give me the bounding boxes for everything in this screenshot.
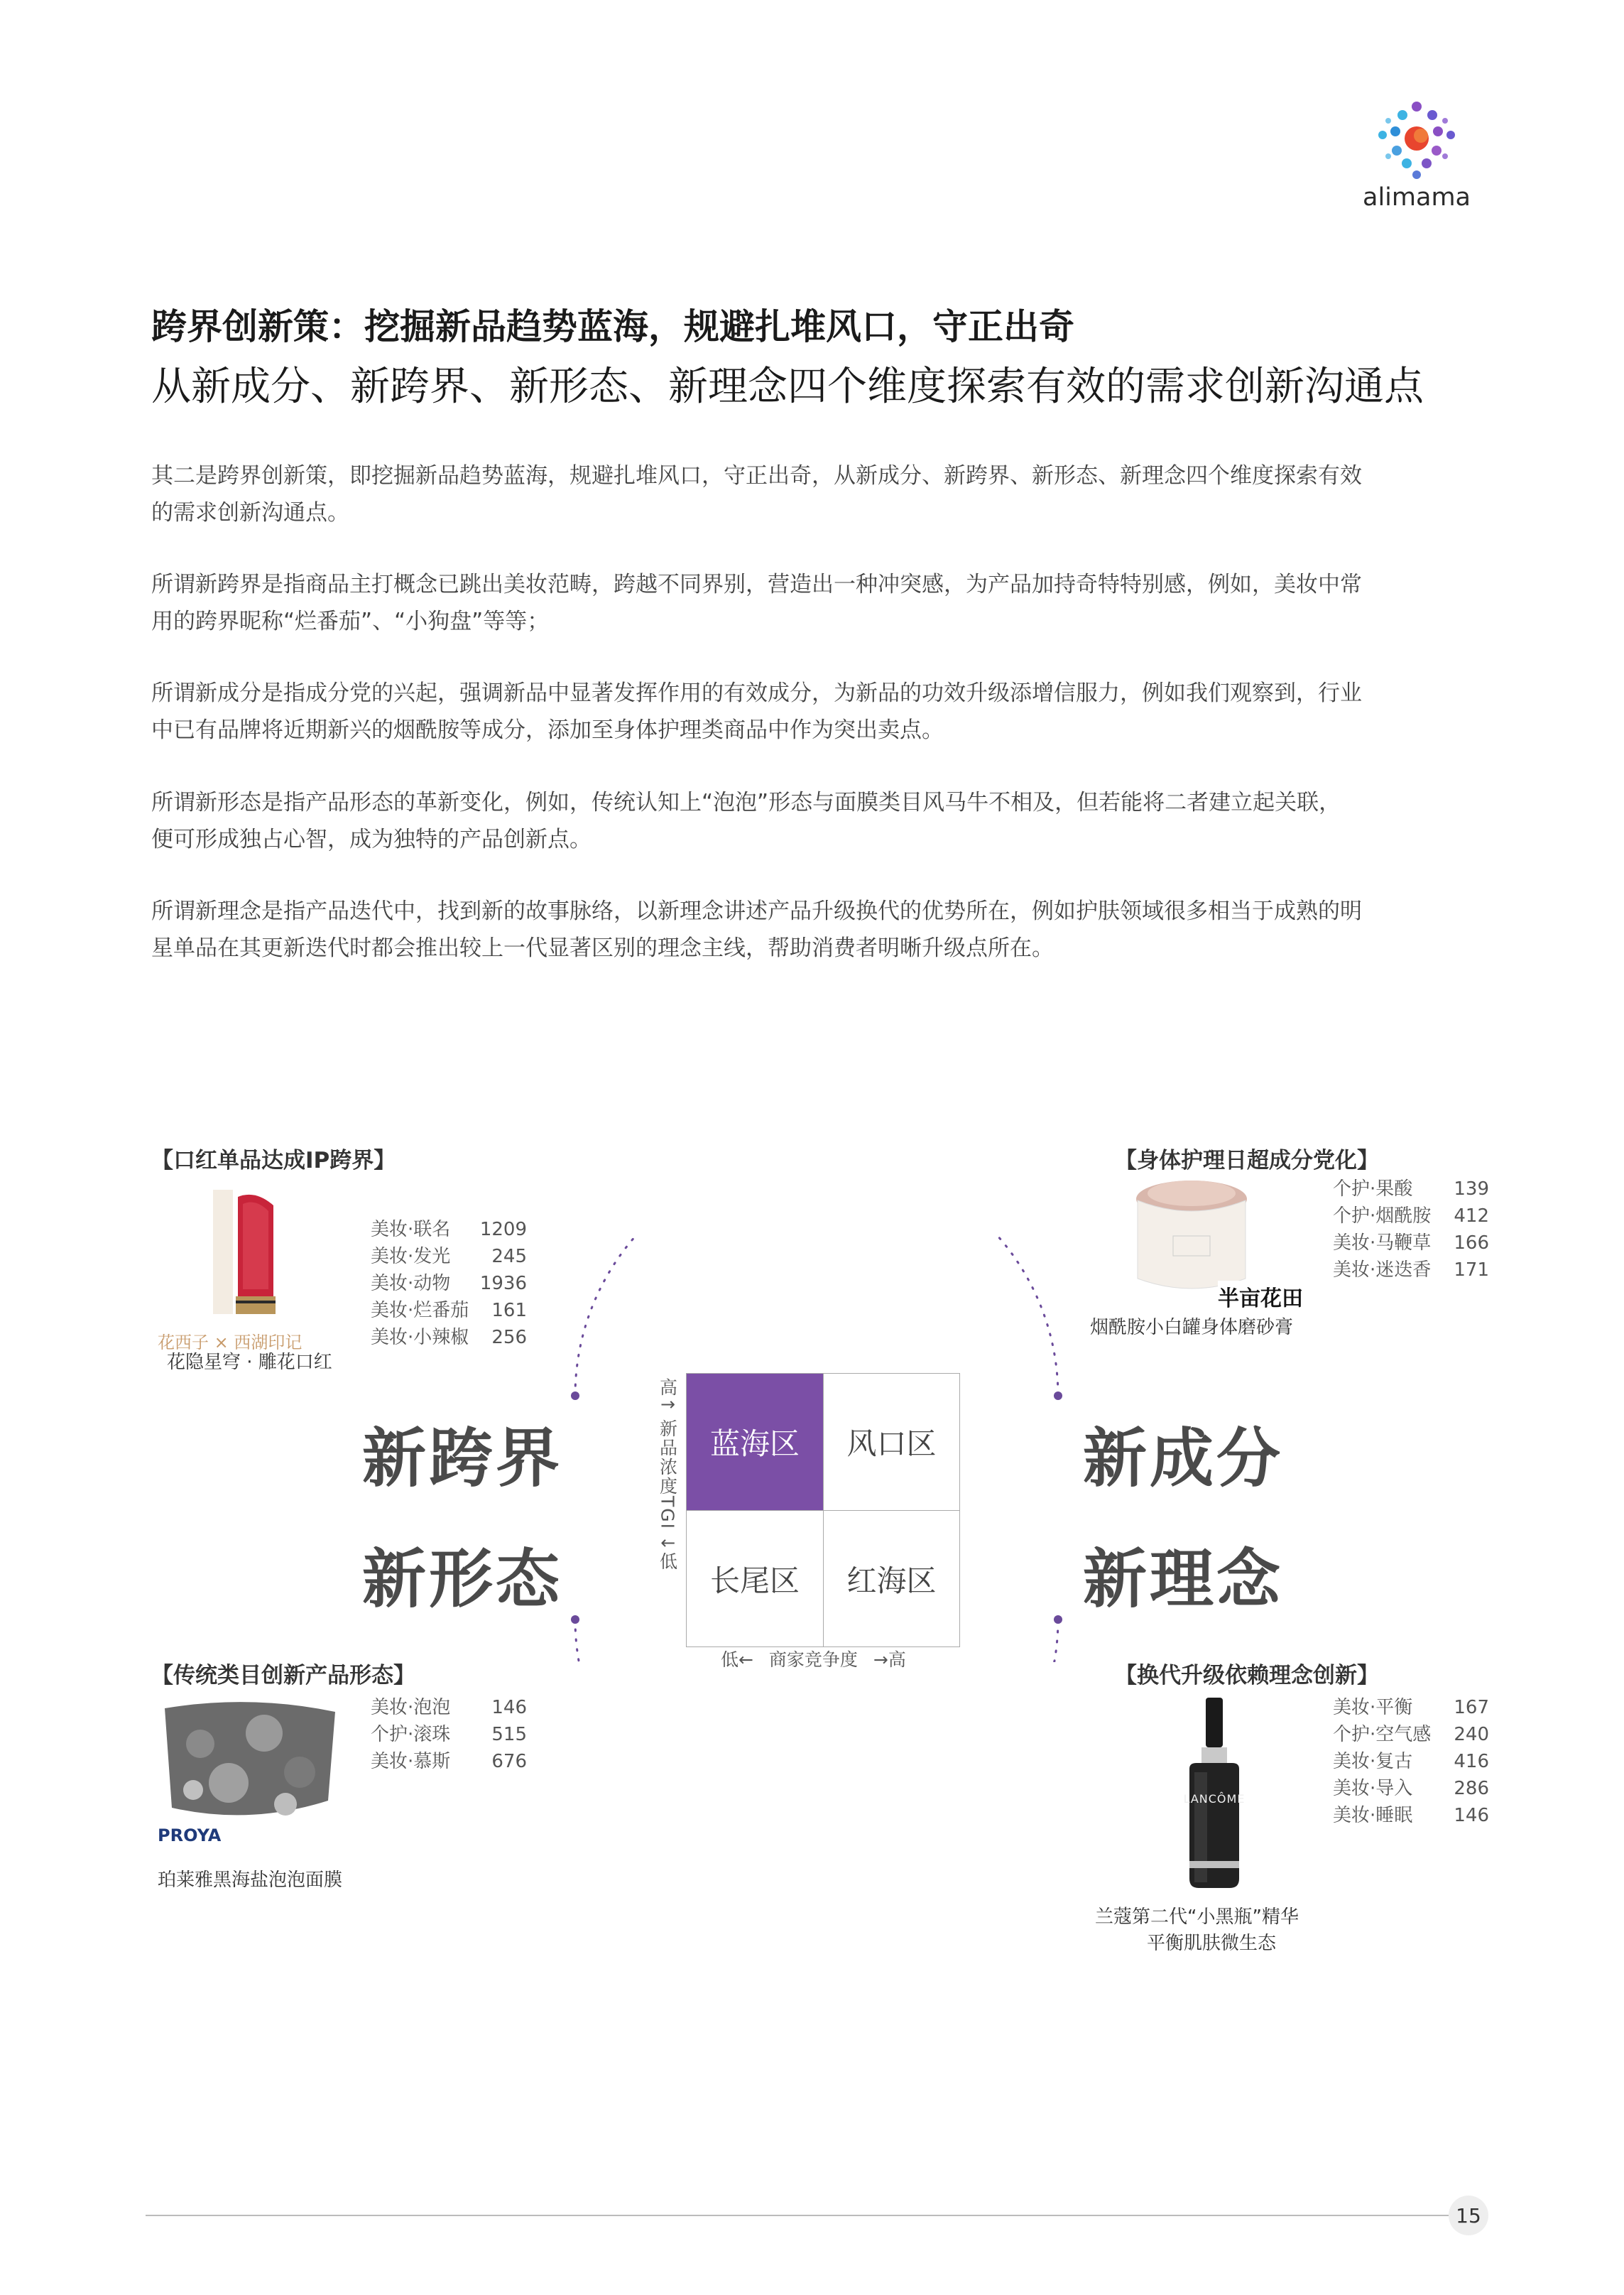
keyword-name: 个护·空气感 bbox=[1333, 1724, 1432, 1745]
keyword-value: 161 bbox=[491, 1300, 527, 1321]
wind-cell: 风口区 bbox=[823, 1374, 959, 1510]
keyword-row bbox=[371, 1270, 527, 1297]
keyword-name: 个护·烟酰胺 bbox=[1333, 1205, 1432, 1227]
alimama-logo bbox=[1349, 99, 1484, 220]
footer-divider bbox=[146, 2215, 1449, 2216]
paragraph-5 bbox=[151, 893, 1500, 967]
keyword-value: 171 bbox=[1454, 1259, 1489, 1281]
paragraph-line: 便可形成独占心智，成为独特的产品创新点。 bbox=[151, 827, 592, 852]
keyword-name: 美妆·复古 bbox=[1333, 1751, 1413, 1772]
paragraph-line: 所谓新理念是指产品迭代中，找到新的故事脉络，以新理念讲述产品升级换代的优势所在，例如护肤领域很多相当于成熟的明 bbox=[151, 899, 1362, 924]
keyword-row bbox=[1333, 1176, 1489, 1203]
keyword-name: 美妆·泡泡 bbox=[371, 1697, 451, 1718]
keyword-name: 个护·滚珠 bbox=[371, 1724, 451, 1745]
bottom-left-caption: 珀莱雅黑海盐泡泡面膜 bbox=[158, 1870, 343, 1891]
bottom-right-caption-line2: 平衡肌肤微生态 bbox=[1147, 1933, 1277, 1954]
paragraph-line: 用的跨界昵称“烂番茄”、“小狗盘”等等； bbox=[151, 609, 550, 634]
paragraph-2 bbox=[151, 566, 1500, 640]
keyword-row bbox=[371, 1297, 527, 1324]
paragraph-line: 的需求创新沟通点。 bbox=[151, 500, 349, 526]
keyword-value: 166 bbox=[1454, 1232, 1489, 1254]
keyword-row bbox=[1333, 1802, 1489, 1829]
keyword-value: 286 bbox=[1454, 1778, 1489, 1799]
keyword-name: 美妆·发光 bbox=[371, 1246, 451, 1267]
keyword-row bbox=[371, 1748, 527, 1775]
y-axis bbox=[652, 1378, 683, 1571]
paragraph-line: 中已有品牌将近期新兴的烟酰胺等成分，添加至身体护理类商品中作为突出卖点。 bbox=[151, 717, 944, 743]
keyword-value: 146 bbox=[1454, 1805, 1489, 1826]
keyword-row bbox=[371, 1216, 527, 1243]
bottom-right-brand: LANCÔME bbox=[1183, 1792, 1246, 1806]
bottom-right-title: 【换代升级依赖理念创新】 bbox=[1115, 1663, 1379, 1688]
x-axis-low: 低← bbox=[721, 1649, 753, 1670]
bottom-right-caption-line1: 兰蔻第二代“小黑瓶”精华 bbox=[1095, 1906, 1299, 1928]
keyword-name: 个护·果酸 bbox=[1333, 1178, 1413, 1200]
keyword-row bbox=[1333, 1748, 1489, 1775]
keyword-row bbox=[1333, 1694, 1489, 1721]
keyword-name: 美妆·小辣椒 bbox=[371, 1327, 469, 1348]
bubble-mask-product-image bbox=[158, 1701, 342, 1825]
keyword-value: 256 bbox=[491, 1327, 527, 1348]
bottom-left-brand: PROYA bbox=[158, 1825, 222, 1845]
lipstick-product-image bbox=[199, 1190, 284, 1314]
label-new-crossover: 新跨界 bbox=[362, 1421, 562, 1496]
keyword-value: 245 bbox=[491, 1246, 527, 1267]
keyword-value: 1209 bbox=[479, 1219, 527, 1240]
x-axis-label: 商家竞争度 bbox=[768, 1649, 858, 1670]
label-new-ingredient: 新成分 bbox=[1083, 1421, 1283, 1496]
keyword-name: 美妆·联名 bbox=[371, 1219, 451, 1240]
keyword-name: 美妆·动物 bbox=[371, 1273, 451, 1294]
keyword-name: 美妆·导入 bbox=[1333, 1778, 1413, 1799]
bottom-right-keyword-list bbox=[1333, 1694, 1489, 1829]
y-axis-label: 新品浓度TGI bbox=[657, 1418, 678, 1530]
long-tail-cell: 长尾区 bbox=[687, 1510, 823, 1646]
keyword-value: 240 bbox=[1454, 1724, 1489, 1745]
keyword-row bbox=[1333, 1203, 1489, 1230]
x-axis bbox=[721, 1646, 906, 1671]
y-axis-high: 高↑ bbox=[657, 1378, 678, 1414]
top-right-title: 【身体护理日超成分党化】 bbox=[1115, 1148, 1379, 1173]
y-axis-low: ↓低 bbox=[657, 1535, 678, 1571]
blue-ocean-cell: 蓝海区 bbox=[687, 1374, 823, 1510]
top-right-caption: 烟酰胺小白罐身体磨砂膏 bbox=[1090, 1317, 1294, 1338]
keyword-value: 416 bbox=[1454, 1751, 1489, 1772]
keyword-row bbox=[371, 1243, 527, 1270]
keyword-name: 美妆·平衡 bbox=[1333, 1697, 1413, 1718]
paragraph-line: 所谓新跨界是指商品主打概念已跳出美妆范畴，跨越不同界别，营造出一种冲突感，为产品加持奇特特别感，例如，美妆中常 bbox=[151, 572, 1362, 597]
x-axis-high: →高 bbox=[873, 1649, 906, 1670]
alimama-logo-icon bbox=[1374, 99, 1459, 181]
keyword-value: 412 bbox=[1454, 1205, 1489, 1227]
keyword-value: 139 bbox=[1454, 1178, 1489, 1200]
keyword-row bbox=[1333, 1230, 1489, 1257]
paragraph-line: 所谓新形态是指产品形态的革新变化，例如，传统认知上“泡泡”形态与面膜类目风马牛不相及，但若能将二者建立起关联， bbox=[151, 790, 1341, 815]
page-number: 15 bbox=[1449, 2196, 1488, 2235]
competition-matrix bbox=[686, 1373, 960, 1647]
paragraph-line: 其二是跨界创新策，即挖掘新品趋势蓝海，规避扎堆风口，守正出奇，从新成分、新跨界、新形态、新理念四个维度探索有效 bbox=[151, 463, 1362, 489]
page-subtitle: 从新成分、新跨界、新形态、新理念四个维度探索有效的需求创新沟通点 bbox=[151, 364, 1424, 410]
label-new-concept: 新理念 bbox=[1083, 1542, 1283, 1617]
paragraph-4 bbox=[151, 784, 1500, 858]
keyword-row bbox=[371, 1694, 527, 1721]
keyword-row bbox=[371, 1324, 527, 1351]
keyword-row bbox=[1333, 1775, 1489, 1802]
keyword-name: 美妆·迷迭香 bbox=[1333, 1259, 1432, 1281]
keyword-value: 515 bbox=[491, 1724, 527, 1745]
top-left-keyword-list bbox=[371, 1216, 527, 1351]
top-left-title: 【口红单品达成IP跨界】 bbox=[151, 1148, 396, 1173]
top-left-brand: 花西子 × 西湖印记 bbox=[158, 1333, 303, 1352]
keyword-row bbox=[1333, 1257, 1489, 1284]
keyword-name: 美妆·睡眠 bbox=[1333, 1805, 1413, 1826]
page-title: 跨界创新策：挖掘新品趋势蓝海，规避扎堆风口，守正出奇 bbox=[151, 306, 1074, 347]
keyword-name: 美妆·烂番茄 bbox=[371, 1300, 469, 1321]
red-ocean-cell: 红海区 bbox=[823, 1510, 959, 1646]
keyword-name: 美妆·慕斯 bbox=[371, 1751, 451, 1772]
keyword-value: 1936 bbox=[479, 1273, 527, 1294]
keyword-value: 146 bbox=[491, 1697, 527, 1718]
top-right-keyword-list bbox=[1333, 1176, 1489, 1284]
top-left-caption: 花隐星穹 · 雕花口红 bbox=[167, 1352, 332, 1373]
keyword-value: 167 bbox=[1454, 1697, 1489, 1718]
keyword-value: 676 bbox=[491, 1751, 527, 1772]
top-right-brand: 半亩花田 bbox=[1218, 1281, 1303, 1312]
paragraph-1 bbox=[151, 457, 1500, 531]
keyword-row bbox=[371, 1721, 527, 1748]
paragraph-line: 星单品在其更新迭代时都会推出较上一代显著区别的理念主线，帮助消费者明晰升级点所在。 bbox=[151, 935, 1054, 961]
paragraph-line: 所谓新成分是指成分党的兴起，强调新品中显著发挥作用的有效成分，为新品的功效升级添增信服力，例如我们观察到，行业 bbox=[151, 680, 1362, 706]
bottom-left-title: 【传统类目创新产品形态】 bbox=[151, 1663, 415, 1688]
alimama-wordmark: alimama bbox=[1363, 183, 1471, 212]
bottom-left-keyword-list bbox=[371, 1694, 527, 1775]
keyword-name: 美妆·马鞭草 bbox=[1333, 1232, 1432, 1254]
keyword-row bbox=[1333, 1721, 1489, 1748]
paragraph-3 bbox=[151, 675, 1500, 749]
label-new-form: 新形态 bbox=[362, 1542, 562, 1617]
